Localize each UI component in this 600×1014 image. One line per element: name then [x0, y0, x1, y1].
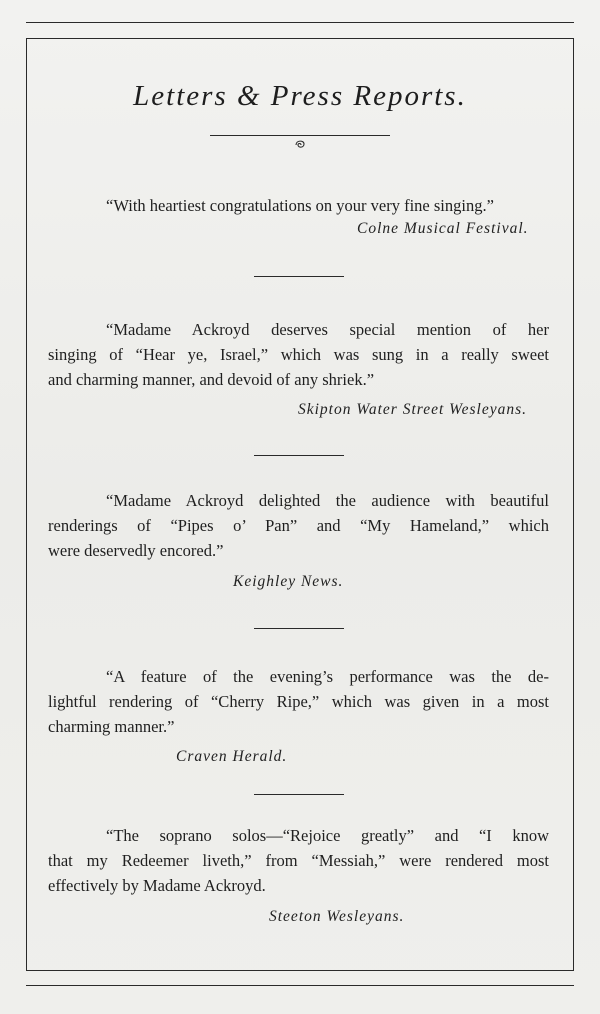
report-source-5: Steeton Wesleyans. [269, 908, 405, 925]
report-3-line-3: were deservedly encored.” [48, 541, 224, 560]
section-divider-1 [254, 276, 344, 277]
ornament-icon [290, 136, 310, 152]
section-divider-2 [254, 455, 344, 456]
report-source-2: Skipton Water Street Wesleyans. [298, 401, 528, 418]
report-quote-4 [48, 664, 549, 739]
border-rule-bottom-outer [26, 985, 574, 986]
report-source-3: Keighley News. [233, 573, 344, 590]
report-5-line-3: effectively by Madame Ackroyd. [48, 876, 266, 895]
page-title: Letters & Press Reports. [133, 80, 467, 112]
border-rule-bottom-inner [26, 970, 574, 971]
section-divider-4 [254, 794, 344, 795]
report-quote-5 [48, 823, 549, 898]
report-3-line-2: renderings of “Pipes o’ Pan” and “My Hameland,” which [48, 516, 549, 535]
report-5-line-2: that my Redeemer liveth,” from “Messiah,” were rendered most [48, 851, 549, 870]
border-rule-top-outer [26, 22, 574, 23]
report-quote-3 [48, 488, 549, 563]
report-source-4: Craven Herald. [176, 748, 288, 765]
report-quote-1 [48, 193, 549, 218]
border-rule-right [573, 38, 574, 970]
report-quote-2 [48, 317, 549, 392]
report-2-line-3: and charming manner, and devoid of any shriek.” [48, 370, 375, 389]
report-5-line-1: “The soprano solos—“Rejoice greatly” and “I know [106, 826, 549, 845]
report-4-line-2: lightful rendering of “Cherry Ripe,” which was given in a most [48, 692, 549, 711]
report-4-line-1: “A feature of the evening’s performance was the de- [106, 667, 549, 686]
border-rule-top-inner [26, 38, 574, 39]
report-2-line-1: “Madame Ackroyd deserves special mention of her [106, 320, 549, 339]
report-source-1: Colne Musical Festival. [357, 220, 529, 237]
report-3-line-1: “Madame Ackroyd delighted the audience with beautiful [106, 491, 549, 510]
report-2-line-2: singing of “Hear ye, Israel,” which was sung in a really sweet [48, 345, 549, 364]
report-4-line-3: charming manner.” [48, 717, 175, 736]
section-divider-3 [254, 628, 344, 629]
border-rule-left [26, 38, 27, 970]
report-1-line-1: “With heartiest congratulations on your very fine singing.” [106, 196, 494, 215]
